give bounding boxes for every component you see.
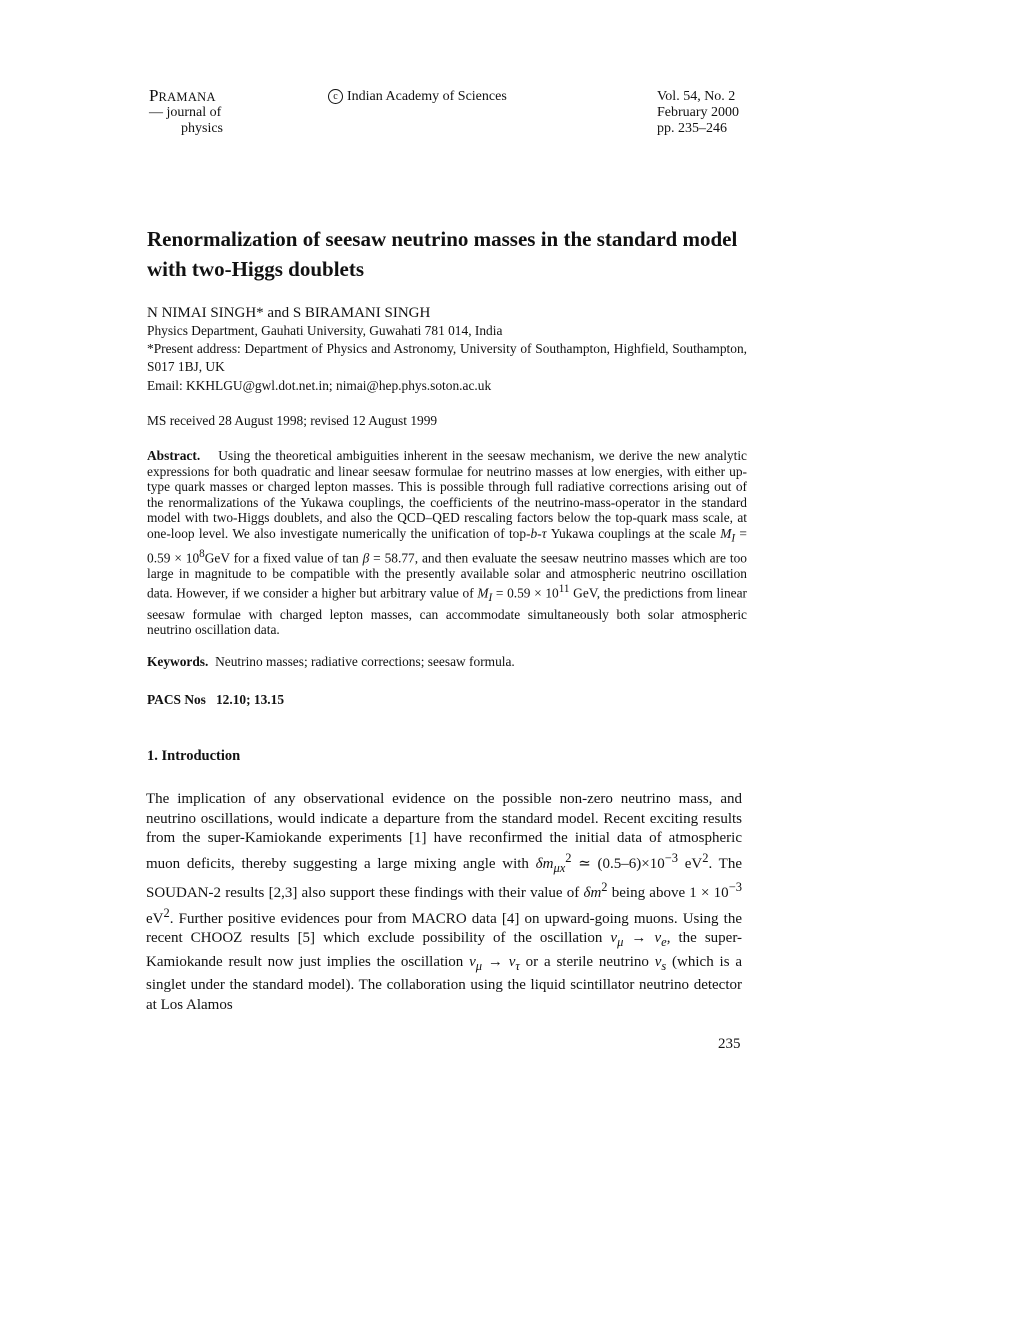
keywords-label: Keywords. <box>147 654 209 669</box>
introduction-text: The implication of any observational evidence on the possible non-zero neutrino mass, and neutrino oscillations, would indicate a departure from the standard model. Recent exciting results from the super-Kamiokande experiments [1] have reconfirmed the initial data of atmospheric muon deficits, thereby suggesting a large mixing angle with $\delta m_{\mu x}^2$ ≃ $(0.5-6)\times 10^{-3}$ $eV^2$. The SOUDAN-2 results [2,3] also support these findings with their value of $\delta m^2$ being above $1 \times 10^{-3}$ $eV^2$. Further positive evidences pour from MACRO data [4] on upward-going muons. Using the recent CHOOZ results [5] which exclude possibility of the oscillation $\nu_\mu \to \nu_e$, the super-Kamiokande result now just implies the oscillation $\nu_\mu \to \nu_\tau$ or a sterile neutrino $\nu_s$ (which is a singlet under the standard model). The collaboration using the liquid scintillator neutrino detector at Los Alamos <box>146 791 743 1013</box>
volume-info: Vol. 54, No. 2 <box>657 89 736 104</box>
page-range: pp. 235–246 <box>657 121 727 136</box>
copyright-icon: c <box>328 89 343 104</box>
section-heading: 1. Introduction <box>147 748 241 764</box>
journal-subtitle-2: physics <box>181 121 223 136</box>
pacs-numbers: PACS Nos 12.10; 13.15 <box>147 692 285 707</box>
journal-name: PRAMANA <box>149 86 216 105</box>
affiliation: Physics Department, Gauhati University, Guwahati 781 014, India <box>147 323 503 338</box>
abstract: Abstract. Using the theoretical ambiguities inherent in the seesaw mechanism, we derive the new analytic expressions for both quadratic and linear seesaw formulae for neutrino masses at low energies, with either up-type quark masses or charged lepton masses. This is possible through full radiative corrections arising out of the renormalizations of the Yukawa couplings, the coefficients of the neutrino-mass-operator in the standard model with two-Higgs doublets, and also the QCD–QED rescaling factors below the top-quark mass scale, at one-loop level. We also investigate numerically the unification of top-b-τ Yukawa couplings at the scale $M_I = 0.59 \times 10^8GeV$ for a fixed value of tan β = 58.77, and then evaluate the seesaw neutrino masses which are too large in magnitude to be compatible with the presently available solar and atmospheric neutrino oscillation data. However, if we consider a higher but arbitrary value of $M_I = 0.59 \times 10^{11}$ GeV, the predictions from linear seesaw formulae with charged lepton masses, can accommodate simultaneously both solar atmospheric neutrino oscillation data. <box>147 448 748 638</box>
received-dates: MS received 28 August 1998; revised 12 August 1999 <box>147 413 438 428</box>
abstract-label: Abstract. <box>147 448 201 463</box>
journal-subtitle-1: — journal of <box>149 105 222 120</box>
keywords: Keywords. Neutrino masses; radiative corrections; seesaw formula. <box>147 654 515 669</box>
publisher-line: c Indian Academy of Sciences <box>328 89 507 105</box>
page-number: 235 <box>718 1036 741 1052</box>
issue-date: February 2000 <box>657 105 740 120</box>
present-address: *Present address: Department of Physics and Astronomy, University of Southampton, Highfield, Southampton, S017 1BJ, UK <box>147 341 747 375</box>
email: Email: KKHLGU@gwl.dot.net.in; nimai@hep.phys.soton.ac.uk <box>147 378 492 393</box>
paper-title: Renormalization of seesaw neutrino masses in the standard model with two-Higgs doublets <box>147 227 738 281</box>
authors: N NIMAI SINGH* and S BIRAMANI SINGH <box>147 305 431 321</box>
